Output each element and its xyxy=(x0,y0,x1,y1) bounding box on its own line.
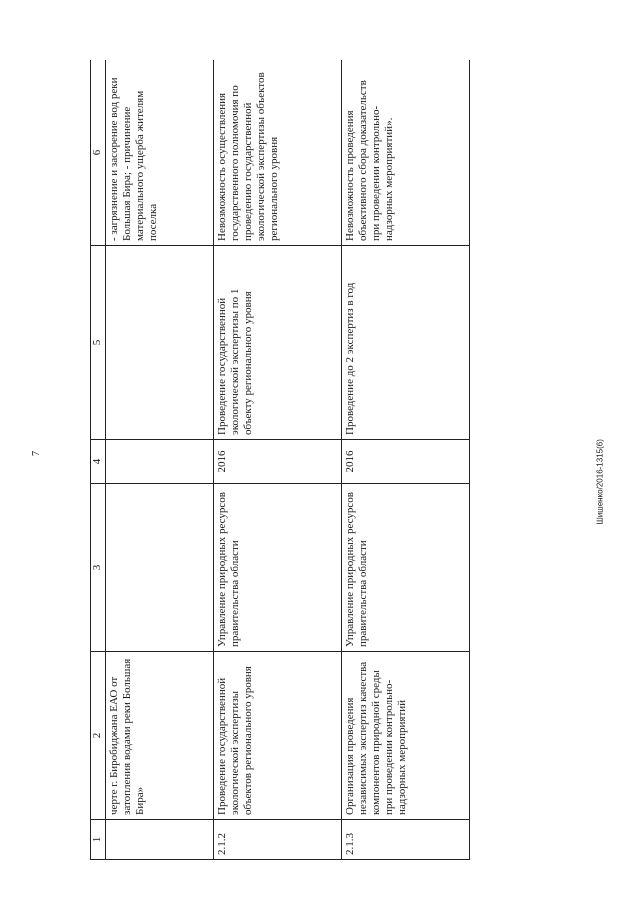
measures-table xyxy=(90,60,470,860)
cell-year: 2016 xyxy=(341,440,469,484)
cell-num: 2.1.2 xyxy=(213,820,341,860)
header-col-5: 5 xyxy=(91,246,106,440)
cell-executor: Управление природных ресурсов правительства области xyxy=(341,484,469,652)
cell-measure: Организация проведения независимых экспертиз качества компонентов природной среды при проведении контрольно-надзорных мероприятий xyxy=(341,652,469,820)
header-col-1: 1 xyxy=(91,820,106,860)
header-col-3: 3 xyxy=(91,484,106,652)
table-row xyxy=(106,60,214,860)
cell-num xyxy=(106,820,214,860)
page-number: 7 xyxy=(31,451,42,456)
cell-executor xyxy=(106,484,214,652)
table-viewport xyxy=(90,60,470,860)
cell-result xyxy=(106,246,214,440)
cell-executor: Управление природных ресурсов правительства области xyxy=(213,484,341,652)
cell-risk: - загрязнение и засорение вод реки Большая Бира; - причинение материального ущерба жителям поселка xyxy=(106,60,214,246)
document-footer-code: Шишенко/2016-1315(6) xyxy=(595,439,605,525)
cell-result: Проведение до 2 экспертиз в год xyxy=(341,246,469,440)
table-row xyxy=(341,60,469,860)
table-header-row xyxy=(91,60,106,860)
header-col-6: 6 xyxy=(91,60,106,246)
cell-result: Проведение государственной экологической экспертизы по 1 объекту регионального уровня xyxy=(213,246,341,440)
header-col-2: 2 xyxy=(91,652,106,820)
rotated-landscape-page xyxy=(90,60,470,860)
header-col-4: 4 xyxy=(91,440,106,484)
cell-risk: Невозможность осуществления государственного полномочия по проведению государственной экологической экспертизы объектов регионального уровня xyxy=(213,60,341,246)
cell-measure: черте г. Биробиджана ЕАО от затопления водами реки Большая Бира» xyxy=(106,652,214,820)
cell-num: 2.1.3 xyxy=(341,820,469,860)
cell-measure: Проведение государственной экологической экспертизы объектов регионального уровня xyxy=(213,652,341,820)
cell-year xyxy=(106,440,214,484)
cell-risk: Невозможность проведения объективного сбора доказательств при проведении контрольно-надзорных мероприятий». xyxy=(341,60,469,246)
table-row xyxy=(213,60,341,860)
cell-year: 2016 xyxy=(213,440,341,484)
